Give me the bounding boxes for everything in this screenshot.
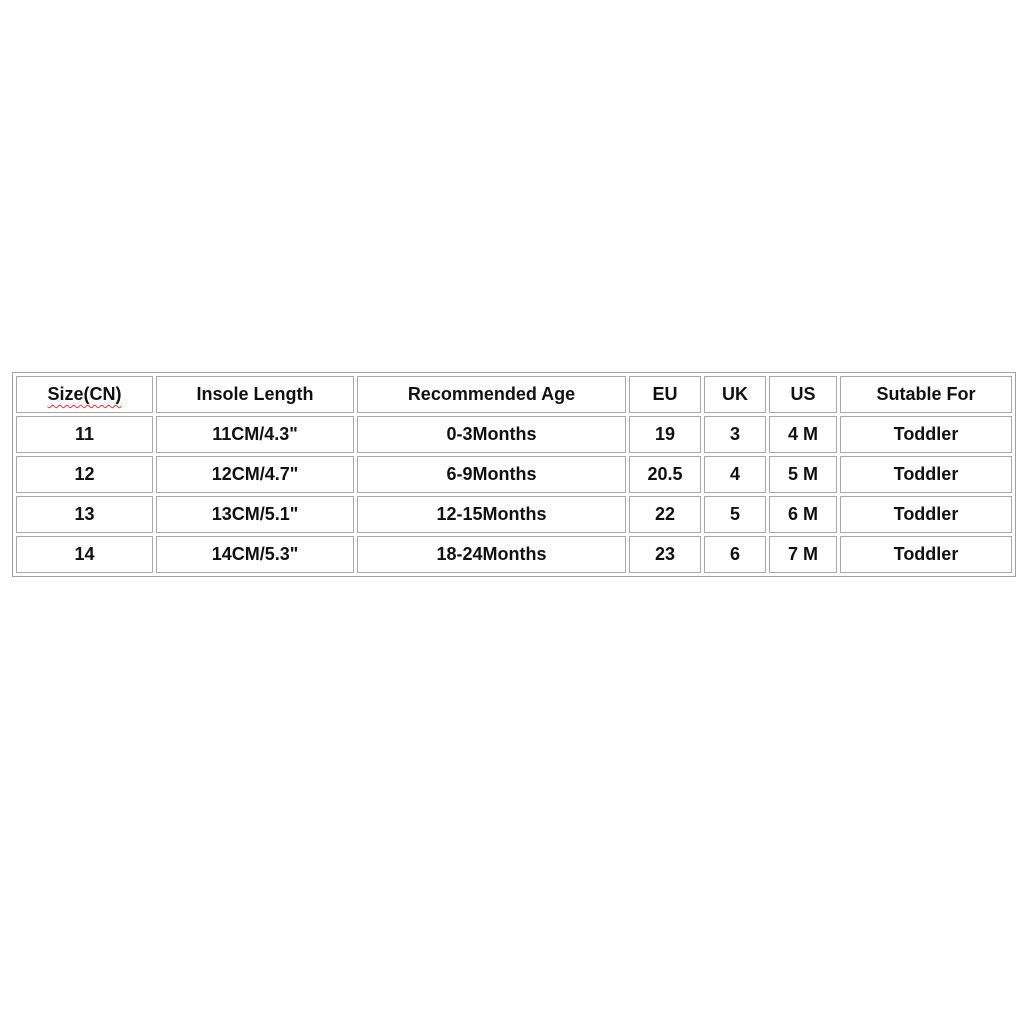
table-cell: 6 M: [769, 496, 837, 533]
table-cell: 22: [629, 496, 701, 533]
table-cell: 6: [704, 536, 766, 573]
table-cell: 12-15Months: [357, 496, 626, 533]
table-cell: 14: [16, 536, 153, 573]
table-cell: 7 M: [769, 536, 837, 573]
table-cell: Toddler: [840, 456, 1012, 493]
table-row: [16, 496, 1012, 533]
table-cell: 12: [16, 456, 153, 493]
header-insole-length: Insole Length: [156, 376, 354, 413]
table-cell: 12CM/4.7": [156, 456, 354, 493]
header-suitable-for: Sutable For: [840, 376, 1012, 413]
table-row: [16, 416, 1012, 453]
table-cell: Toddler: [840, 496, 1012, 533]
header-size-cn: Size(CN): [16, 376, 153, 413]
table-cell: 11CM/4.3": [156, 416, 354, 453]
table-cell: 14CM/5.3": [156, 536, 354, 573]
header-us: US: [769, 376, 837, 413]
table-cell: 19: [629, 416, 701, 453]
table-cell: 13: [16, 496, 153, 533]
table-cell: Toddler: [840, 416, 1012, 453]
header-eu: EU: [629, 376, 701, 413]
header-row: [16, 376, 1012, 413]
table-cell: 18-24Months: [357, 536, 626, 573]
table-cell: 5 M: [769, 456, 837, 493]
table-row: [16, 536, 1012, 573]
table-cell: 23: [629, 536, 701, 573]
table-cell: 4: [704, 456, 766, 493]
table-cell: 3: [704, 416, 766, 453]
table-cell: 20.5: [629, 456, 701, 493]
table-cell: Toddler: [840, 536, 1012, 573]
table-cell: 4 M: [769, 416, 837, 453]
header-recommended-age: Recommended Age: [357, 376, 626, 413]
table-cell: 5: [704, 496, 766, 533]
header-uk: UK: [704, 376, 766, 413]
table-row: [16, 456, 1012, 493]
table-cell: 0-3Months: [357, 416, 626, 453]
table-cell: 13CM/5.1": [156, 496, 354, 533]
size-chart-table: [12, 372, 1016, 577]
table-cell: 6-9Months: [357, 456, 626, 493]
table-cell: 11: [16, 416, 153, 453]
